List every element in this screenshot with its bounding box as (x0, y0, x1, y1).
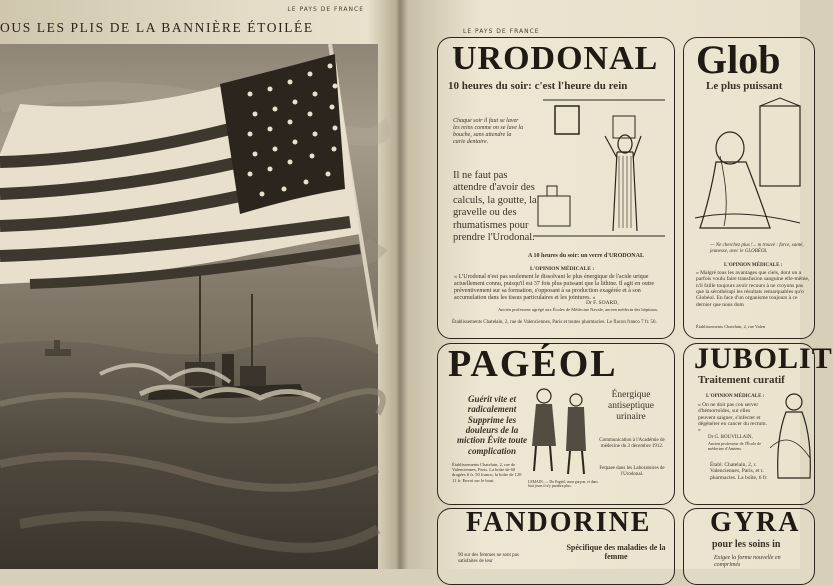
globeol-opinion: « Malgré tous les avantages que ciels, dont on a parfois voulu faire transfusion sanguine elle-même, n'il faille toujours avoir recours à ne croyons pas que la sérothérapi les résultats remarquables qu'o Globéol. En face d'un organisme toujours à ce dernier que nous dom (696, 270, 810, 308)
left-page (0, 0, 396, 569)
jubolitol-opinion-head: L'OPINION MÉDICALE : (706, 394, 765, 399)
jubolitol-signature-title: Ancien professeur de l'École de médecine d'Amiens. (708, 441, 762, 451)
jubolitol-subtitle: Traitement curatif (698, 374, 785, 386)
globeol-illustration (690, 98, 804, 238)
globeol-ad (683, 37, 815, 339)
fandorine-left-text: 90 sur des femmes ne sont pas satisfaites de leur (458, 553, 519, 564)
pageol-cartoon (526, 386, 596, 476)
jubolitol-opinion: « On ne doit pas con server d'hémorroïdes, sur elles peuvent saigner, s'infecter et dégénérer en cancer du rectum. » (698, 402, 767, 434)
globeol-footer: Établissements Chatelain, 2, rue Valen (696, 324, 766, 329)
urodonal-footer: Établissements Chatelain, 2, rue de Valenciennes, Paris et toutes pharmacies. Le flacon franco 7 fr. 50. (452, 320, 657, 325)
urodonal-picture-caption: A 10 heures du soir: un verre d'URODONAL (528, 253, 644, 259)
pageol-right-slogan: Énergique antiseptique urinaire (608, 390, 654, 422)
urodonal-ad (437, 37, 675, 339)
gyraldose-text: Exigez la forme nouvelle en comprimés (714, 555, 781, 568)
globeol-title: Glob (696, 37, 781, 82)
pageol-cartoon-caption: LEMAIN. — Du Pagéol, mon garçon, et dans huit jours il n'y paraîtra plus. (528, 480, 598, 489)
left-page-title: OUS LES PLIS DE LA BANNIÈRE ÉTOILÉE (0, 20, 314, 35)
urodonal-subtitle: 10 heures du soir: c'est l'heure du rein (448, 80, 628, 92)
jubolitol-signature: Dr G. BOUVILLAIN, (708, 435, 753, 440)
pageol-fetpaee: Fetpaee dans les Laboratoires de l'Urodonal. (599, 466, 665, 477)
left-running-head: LE PAYS DE FRANCE (287, 6, 364, 13)
gyraldose-title: GYRA (710, 507, 801, 538)
fandorine-title: FANDORINE (466, 507, 652, 538)
urodonal-title: URODONAL (452, 40, 659, 77)
urodonal-body: Il ne faut pas attendre d'avoir des calculs, la goutte, la gravelle ou des rhumatismes pour prendre l'Urodonal. (453, 170, 537, 243)
pageol-communication: Communication à l'Académie de médecine du 3 décembre 1912. (599, 438, 665, 449)
jubolitol-footer: Établ. Chatelain, 2, r. Valenciennes, Paris, et t. pharmacies. La boîte, 6 fr. (710, 462, 768, 481)
pageol-left-footer: Établissements Chatelain, 2, rue de Valenciennes, Paris. La boîte de 60 dragées 6 fr. 50 franco; la boîte de 120 11 fr. Envoi sur le bout. (452, 462, 522, 483)
globeol-subtitle: Le plus puissant (706, 80, 783, 92)
globeol-opinion-head: L'OPINION MÉDICALE : (724, 263, 783, 268)
fandorine-ad (437, 508, 675, 585)
gyraldose-ad (683, 508, 815, 585)
jubolitol-title: JUBOLIT (694, 342, 833, 375)
urodonal-signature: Dr F. SOARD, (586, 300, 619, 306)
urodonal-opinion: « L'Urodonal n'est pas seulement le dissolvant le plus énergique de l'acide urique actuellement connu, puisqu'il est 37 fois plus puissant que la lithine. Il agit en outre préventivement sur sa formation, s'opposant à sa production exagérée et à son accumulation dans les tissus particulaires et les jointures. » (454, 274, 655, 301)
photo-illustration (0, 44, 378, 569)
urodonal-opinion-head: L'OPINION MÉDICALE : (530, 266, 595, 272)
fandorine-right-text: Spécifique des maladies de la femme (566, 543, 666, 562)
gyraldose-subtitle: pour les soins in (712, 539, 781, 550)
urodonal-signature-title: Ancien professeur agrégé aux Écoles de Médecine Navale, ancien médecin des hôpitaux. (498, 307, 659, 312)
right-running-head: LE PAYS DE FRANCE (463, 28, 540, 35)
urodonal-cartoon-caption: Chaque soir il faut se laver les reins comme on se lave la bouche, sans attendre la carie dentaire. (453, 118, 524, 145)
urodonal-cartoon (533, 96, 665, 246)
pageol-ad (437, 343, 675, 505)
jubolitol-ad (683, 342, 833, 505)
jubolitol-illustration (766, 388, 814, 488)
flag-warship-photo (0, 44, 378, 569)
globeol-caption: — Ne cherchez plus !... m trouvé : force, santé, jeunesse, avec le GLOBÉOL (710, 243, 804, 254)
pageol-title: PAGÉOL (448, 343, 618, 385)
pageol-left-slogan: Guérit vite et radicalement Supprime les douleurs de la miction Évite toute complication (457, 394, 527, 456)
